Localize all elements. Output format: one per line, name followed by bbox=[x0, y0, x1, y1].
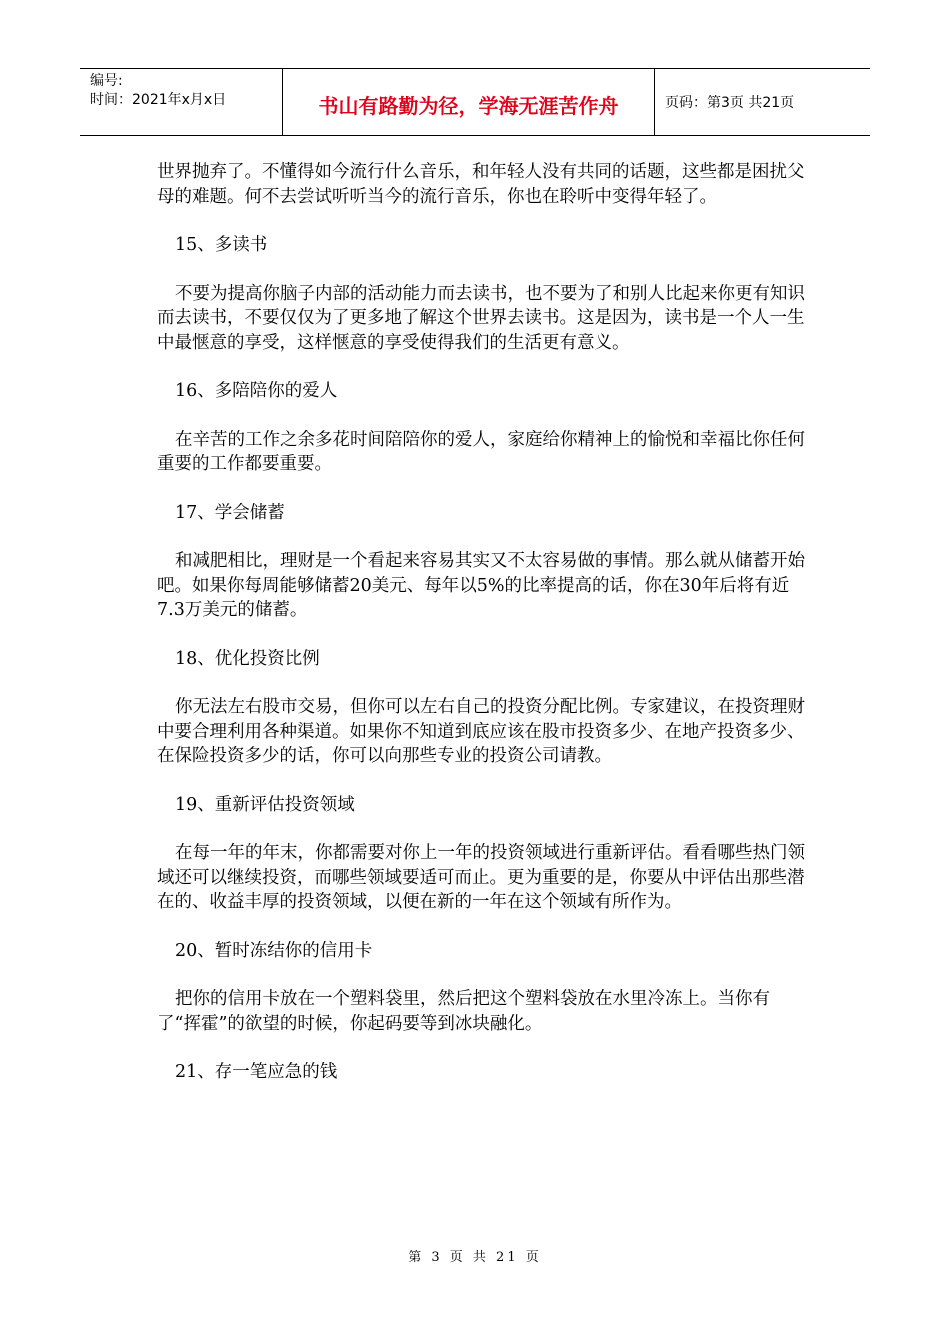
paragraph: 在辛苦的工作之余多花时间陪陪你的爱人，家庭给你精神上的愉悦和幸福比你任何重要的工作都要重要。 bbox=[157, 429, 805, 474]
paragraph: 在每一年的年末，你都需要对你上一年的投资领域进行重新评估。看看哪些热门领域还可以继续投资，而哪些领域要适可而止。更为重要的是，你要从中评估出那些潜在的、收益丰厚的投资领域，以便在新的一年在这个领域有所作为。 bbox=[157, 843, 805, 912]
paragraph: 不要为提高你脑子内部的活动能力而去读书，也不要为了和别人比起来你更有知识而去读书，不要仅仅为了更多地了解这个世界去读书。这是因为，读书是一个人一生中最惬意的享受，这样惬意的享受使得我们的生活更有意义。 bbox=[157, 283, 805, 353]
document-number-label: 编号: bbox=[90, 73, 123, 89]
section-heading: 21、存一笔应急的钱 bbox=[175, 1062, 338, 1082]
header-page-info: 页码：第3页 共21页 bbox=[665, 95, 795, 111]
paragraph: 和减肥相比，理财是一个看起来容易其实又不太容易做的事情。那么就从储蓄开始吧。如果你每周能够储蓄20美元、每年以5%的比率提高的话，你在30年后将有近7.3万美元的储蓄。 bbox=[157, 551, 805, 620]
document-body bbox=[157, 160, 807, 1085]
header-motto: 书山有路勤为径，学海无涯苦作舟 bbox=[283, 69, 655, 135]
page-footer: 第 3 页 共 21 页 bbox=[408, 1250, 542, 1265]
section-heading: 19、重新评估投资领域 bbox=[175, 794, 355, 815]
paragraph: 你无法左右股市交易，但你可以左右自己的投资分配比例。专家建议，在投资理财中要合理利用各种渠道。如果你不知道到底应该在股市投资多少、在地产投资多少、在保险投资多少的话，你可以向那些专业的投资公司请教。 bbox=[157, 697, 805, 766]
document-date: 时间：2021年x月x日 bbox=[90, 92, 227, 108]
section-heading: 15、多读书 bbox=[175, 235, 268, 255]
section-heading: 16、多陪陪你的爱人 bbox=[175, 381, 338, 401]
page-header bbox=[80, 68, 870, 136]
paragraph: 世界抛弃了。不懂得如今流行什么音乐，和年轻人没有共同的话题，这些都是困扰父母的难题。何不去尝试听听当今的流行音乐，你也在聆听中变得年轻了。 bbox=[157, 162, 805, 207]
section-heading: 18、优化投资比例 bbox=[175, 648, 320, 669]
header-meta bbox=[80, 69, 283, 135]
section-heading: 17、学会储蓄 bbox=[175, 502, 285, 523]
section-heading: 20、暂时冻结你的信用卡 bbox=[175, 940, 373, 961]
paragraph: 把你的信用卡放在一个塑料袋里，然后把这个塑料袋放在水里冷冻上。当你有了“挥霍”的欲望的时候，你起码要等到冰块融化。 bbox=[157, 989, 770, 1034]
